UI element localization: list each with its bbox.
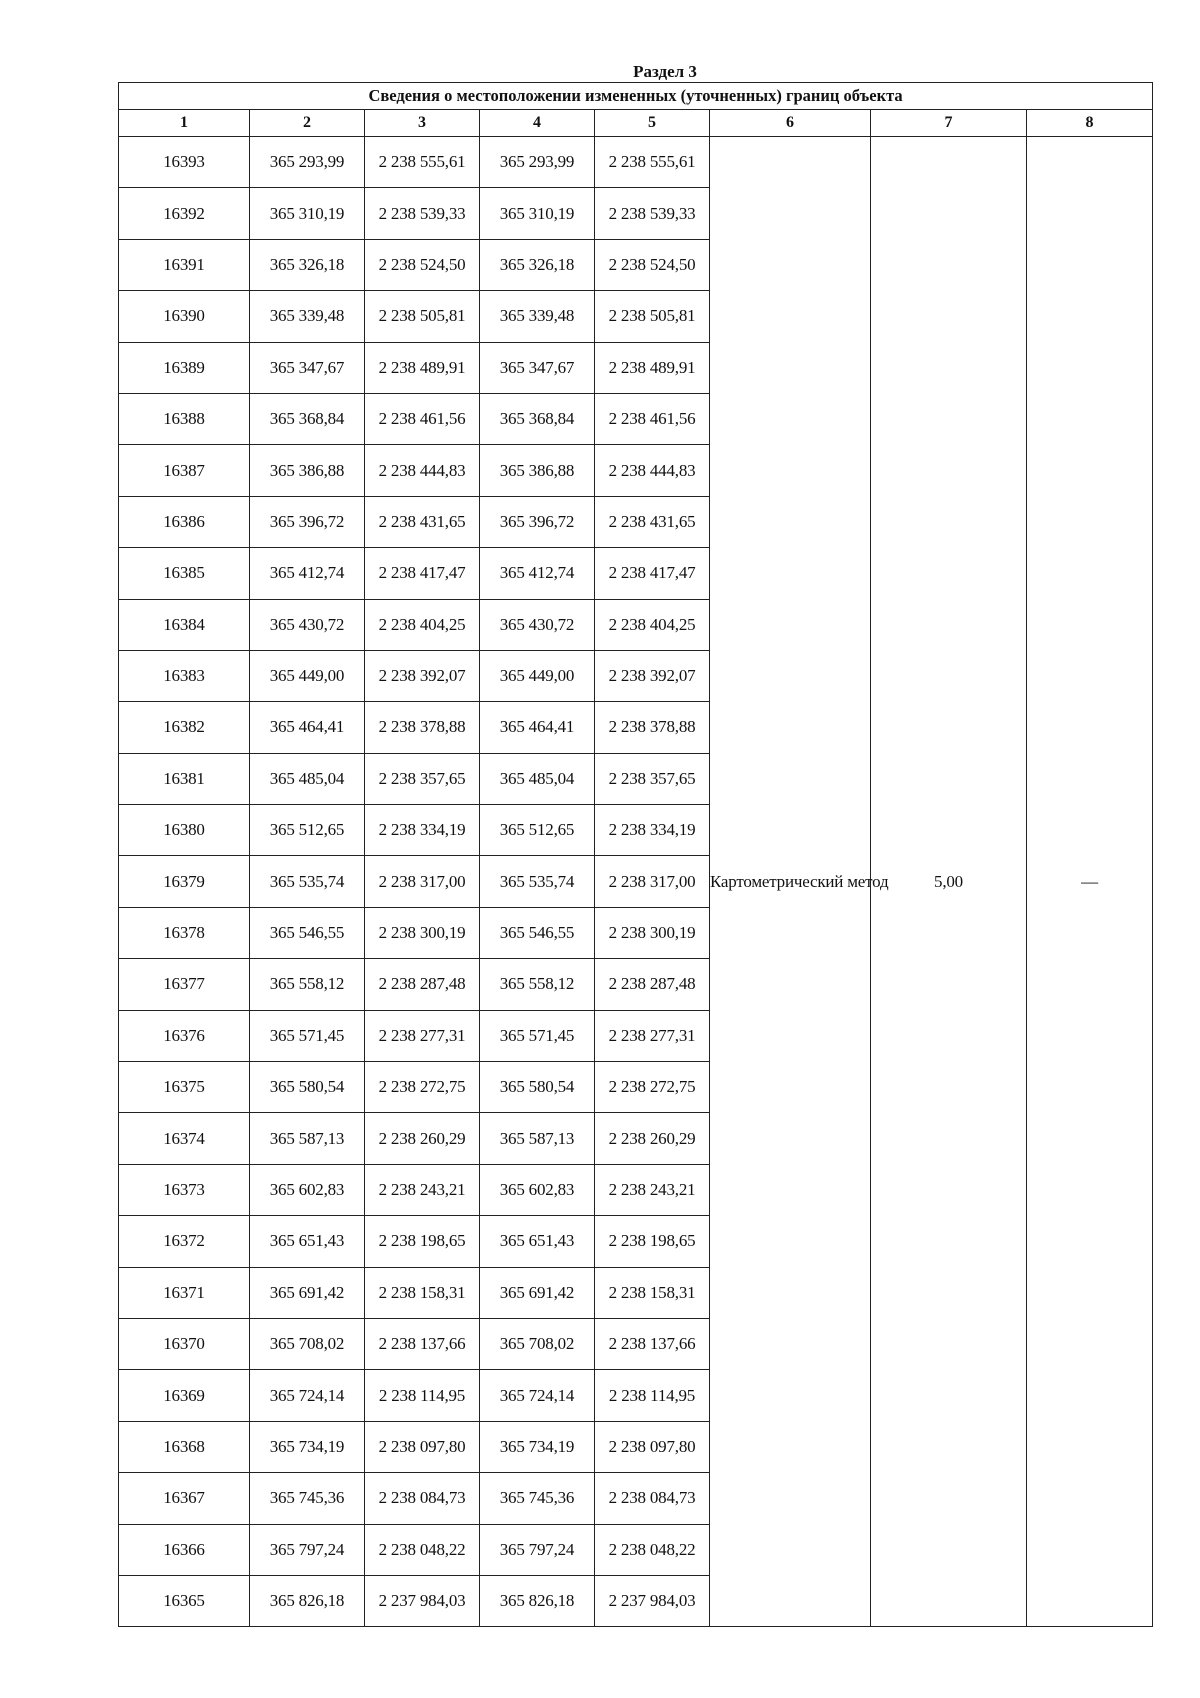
coordinate-cell: 2 238 272,75 <box>365 1062 480 1113</box>
point-number-cell: 16393 <box>119 137 250 188</box>
coordinate-cell: 2 238 287,48 <box>595 959 710 1010</box>
coordinate-cell: 365 691,42 <box>480 1267 595 1318</box>
column-header: 2 <box>250 110 365 137</box>
coordinate-cell: 2 238 317,00 <box>595 856 710 907</box>
coordinate-cell: 2 238 357,65 <box>365 753 480 804</box>
point-number-cell: 16373 <box>119 1164 250 1215</box>
coordinate-cell: 365 708,02 <box>250 1318 365 1369</box>
coordinate-cell: 2 238 417,47 <box>595 548 710 599</box>
coordinate-cell: 2 238 505,81 <box>595 291 710 342</box>
coordinate-cell: 2 238 198,65 <box>365 1216 480 1267</box>
point-number-cell: 16381 <box>119 753 250 804</box>
coordinate-cell: 365 449,00 <box>250 650 365 701</box>
point-number-cell: 16376 <box>119 1010 250 1061</box>
coordinate-cell: 365 558,12 <box>250 959 365 1010</box>
coordinate-cell: 2 238 378,88 <box>365 702 480 753</box>
coordinate-cell: 2 238 505,81 <box>365 291 480 342</box>
coordinate-cell: 365 412,74 <box>480 548 595 599</box>
coordinate-cell: 365 512,65 <box>480 805 595 856</box>
coordinate-cell: 2 238 048,22 <box>365 1524 480 1575</box>
coordinate-cell: 365 347,67 <box>250 342 365 393</box>
point-number-cell: 16368 <box>119 1421 250 1472</box>
point-number-cell: 16392 <box>119 188 250 239</box>
coordinate-cell: 2 238 084,73 <box>365 1473 480 1524</box>
column-header: 8 <box>1027 110 1153 137</box>
coordinate-cell: 2 238 555,61 <box>595 137 710 188</box>
coordinate-cell: 2 238 357,65 <box>595 753 710 804</box>
coordinate-cell: 365 396,72 <box>480 496 595 547</box>
method-cell: Картометрический метод <box>710 137 871 1627</box>
point-number-cell: 16384 <box>119 599 250 650</box>
point-number-cell: 16380 <box>119 805 250 856</box>
coordinate-cell: 365 580,54 <box>480 1062 595 1113</box>
coordinate-cell: 365 326,18 <box>250 239 365 290</box>
coordinate-cell: 365 535,74 <box>250 856 365 907</box>
coordinate-cell: 2 238 444,83 <box>365 445 480 496</box>
coordinate-cell: 365 412,74 <box>250 548 365 599</box>
point-number-cell: 16375 <box>119 1062 250 1113</box>
coordinates-table <box>118 82 1153 1627</box>
coordinate-cell: 365 724,14 <box>480 1370 595 1421</box>
point-number-cell: 16391 <box>119 239 250 290</box>
coordinate-cell: 365 396,72 <box>250 496 365 547</box>
point-number-cell: 16370 <box>119 1318 250 1369</box>
coordinate-cell: 365 826,18 <box>250 1575 365 1626</box>
coordinate-cell: 365 512,65 <box>250 805 365 856</box>
coordinate-cell: 365 546,55 <box>250 907 365 958</box>
coordinate-cell: 2 238 158,31 <box>365 1267 480 1318</box>
coordinate-cell: 365 691,42 <box>250 1267 365 1318</box>
coordinate-cell: 365 535,74 <box>480 856 595 907</box>
column-header: 6 <box>710 110 871 137</box>
coordinate-cell: 2 238 137,66 <box>365 1318 480 1369</box>
point-number-cell: 16378 <box>119 907 250 958</box>
point-number-cell: 16366 <box>119 1524 250 1575</box>
point-number-cell: 16382 <box>119 702 250 753</box>
description-cell: — <box>1027 137 1153 1627</box>
point-number-cell: 16385 <box>119 548 250 599</box>
coordinate-cell: 2 238 461,56 <box>365 393 480 444</box>
coordinate-cell: 365 651,43 <box>480 1216 595 1267</box>
coordinate-cell: 2 238 461,56 <box>595 393 710 444</box>
coordinate-cell: 2 238 272,75 <box>595 1062 710 1113</box>
coordinate-cell: 2 238 392,07 <box>365 650 480 701</box>
coordinate-cell: 2 238 489,91 <box>365 342 480 393</box>
coordinate-cell: 2 237 984,03 <box>365 1575 480 1626</box>
coordinate-cell: 365 797,24 <box>480 1524 595 1575</box>
coordinate-cell: 365 368,84 <box>250 393 365 444</box>
point-number-cell: 16367 <box>119 1473 250 1524</box>
point-number-cell: 16377 <box>119 959 250 1010</box>
coordinate-cell: 365 826,18 <box>480 1575 595 1626</box>
coordinate-cell: 2 238 277,31 <box>595 1010 710 1061</box>
table-row <box>119 137 1153 188</box>
coordinate-cell: 365 310,19 <box>250 188 365 239</box>
coordinate-cell: 365 339,48 <box>480 291 595 342</box>
coordinate-cell: 2 238 431,65 <box>365 496 480 547</box>
coordinate-cell: 2 238 539,33 <box>365 188 480 239</box>
coordinate-cell: 365 745,36 <box>480 1473 595 1524</box>
coordinate-cell: 2 238 392,07 <box>595 650 710 701</box>
point-number-cell: 16365 <box>119 1575 250 1626</box>
coordinate-cell: 365 430,72 <box>250 599 365 650</box>
coordinate-cell: 365 587,13 <box>250 1113 365 1164</box>
coordinate-cell: 365 651,43 <box>250 1216 365 1267</box>
coordinate-cell: 365 734,19 <box>250 1421 365 1472</box>
coordinate-cell: 2 238 114,95 <box>595 1370 710 1421</box>
coordinate-cell: 365 602,83 <box>250 1164 365 1215</box>
coordinate-cell: 365 485,04 <box>480 753 595 804</box>
coordinate-cell: 2 238 243,21 <box>595 1164 710 1215</box>
coordinate-cell: 2 238 524,50 <box>595 239 710 290</box>
coordinate-cell: 365 546,55 <box>480 907 595 958</box>
coordinate-cell: 365 485,04 <box>250 753 365 804</box>
section-title: Раздел 3 <box>633 62 697 81</box>
coordinate-cell: 2 238 048,22 <box>595 1524 710 1575</box>
point-number-cell: 16386 <box>119 496 250 547</box>
coordinate-cell: 2 238 137,66 <box>595 1318 710 1369</box>
point-number-cell: 16371 <box>119 1267 250 1318</box>
coordinate-cell: 365 571,45 <box>250 1010 365 1061</box>
coordinate-cell: 365 558,12 <box>480 959 595 1010</box>
coordinate-cell: 365 571,45 <box>480 1010 595 1061</box>
coordinate-cell: 2 238 114,95 <box>365 1370 480 1421</box>
coordinate-cell: 2 238 260,29 <box>595 1113 710 1164</box>
coordinate-cell: 365 708,02 <box>480 1318 595 1369</box>
coordinate-cell: 2 238 444,83 <box>595 445 710 496</box>
coordinate-cell: 2 238 431,65 <box>595 496 710 547</box>
coordinate-cell: 2 238 489,91 <box>595 342 710 393</box>
column-header: 7 <box>871 110 1027 137</box>
coordinate-cell: 365 734,19 <box>480 1421 595 1472</box>
coordinate-cell: 2 238 277,31 <box>365 1010 480 1061</box>
table-caption: Сведения о местоположении измененных (уточненных) границ объекта <box>119 83 1153 110</box>
coordinate-cell: 365 464,41 <box>250 702 365 753</box>
coordinate-cell: 2 238 300,19 <box>595 907 710 958</box>
coordinate-cell: 365 745,36 <box>250 1473 365 1524</box>
coordinate-cell: 2 238 555,61 <box>365 137 480 188</box>
coordinate-cell: 365 464,41 <box>480 702 595 753</box>
coordinate-cell: 2 238 417,47 <box>365 548 480 599</box>
column-header: 3 <box>365 110 480 137</box>
point-number-cell: 16372 <box>119 1216 250 1267</box>
coordinate-cell: 365 339,48 <box>250 291 365 342</box>
coordinate-cell: 365 386,88 <box>480 445 595 496</box>
coordinate-cell: 2 238 334,19 <box>595 805 710 856</box>
coordinate-cell: 2 238 524,50 <box>365 239 480 290</box>
point-number-cell: 16388 <box>119 393 250 444</box>
column-header: 4 <box>480 110 595 137</box>
coordinate-cell: 365 587,13 <box>480 1113 595 1164</box>
coordinate-cell: 365 326,18 <box>480 239 595 290</box>
point-number-cell: 16389 <box>119 342 250 393</box>
coordinate-cell: 2 238 260,29 <box>365 1113 480 1164</box>
column-header: 1 <box>119 110 250 137</box>
coordinate-cell: 365 797,24 <box>250 1524 365 1575</box>
coordinate-cell: 365 293,99 <box>480 137 595 188</box>
point-number-cell: 16387 <box>119 445 250 496</box>
coordinate-cell: 365 724,14 <box>250 1370 365 1421</box>
coordinate-cell: 2 238 334,19 <box>365 805 480 856</box>
point-number-cell: 16374 <box>119 1113 250 1164</box>
coordinate-cell: 365 347,67 <box>480 342 595 393</box>
column-header: 5 <box>595 110 710 137</box>
coordinate-cell: 2 238 300,19 <box>365 907 480 958</box>
coordinate-cell: 365 580,54 <box>250 1062 365 1113</box>
coordinate-cell: 2 238 404,25 <box>365 599 480 650</box>
coordinate-cell: 365 368,84 <box>480 393 595 444</box>
coordinate-cell: 2 237 984,03 <box>595 1575 710 1626</box>
coordinate-cell: 2 238 378,88 <box>595 702 710 753</box>
coordinate-cell: 2 238 317,00 <box>365 856 480 907</box>
coordinate-cell: 365 449,00 <box>480 650 595 701</box>
coordinate-cell: 2 238 243,21 <box>365 1164 480 1215</box>
coordinate-cell: 2 238 539,33 <box>595 188 710 239</box>
coordinate-cell: 2 238 198,65 <box>595 1216 710 1267</box>
point-number-cell: 16390 <box>119 291 250 342</box>
coordinate-cell: 365 310,19 <box>480 188 595 239</box>
accuracy-cell: 5,00 <box>871 137 1027 1627</box>
point-number-cell: 16383 <box>119 650 250 701</box>
coordinate-cell: 2 238 084,73 <box>595 1473 710 1524</box>
coordinate-cell: 365 293,99 <box>250 137 365 188</box>
point-number-cell: 16369 <box>119 1370 250 1421</box>
coordinate-cell: 2 238 097,80 <box>595 1421 710 1472</box>
point-number-cell: 16379 <box>119 856 250 907</box>
coordinate-cell: 365 430,72 <box>480 599 595 650</box>
coordinate-cell: 2 238 097,80 <box>365 1421 480 1472</box>
coordinate-cell: 365 386,88 <box>250 445 365 496</box>
coordinate-cell: 2 238 404,25 <box>595 599 710 650</box>
coordinate-cell: 2 238 158,31 <box>595 1267 710 1318</box>
coordinate-cell: 365 602,83 <box>480 1164 595 1215</box>
coordinate-cell: 2 238 287,48 <box>365 959 480 1010</box>
